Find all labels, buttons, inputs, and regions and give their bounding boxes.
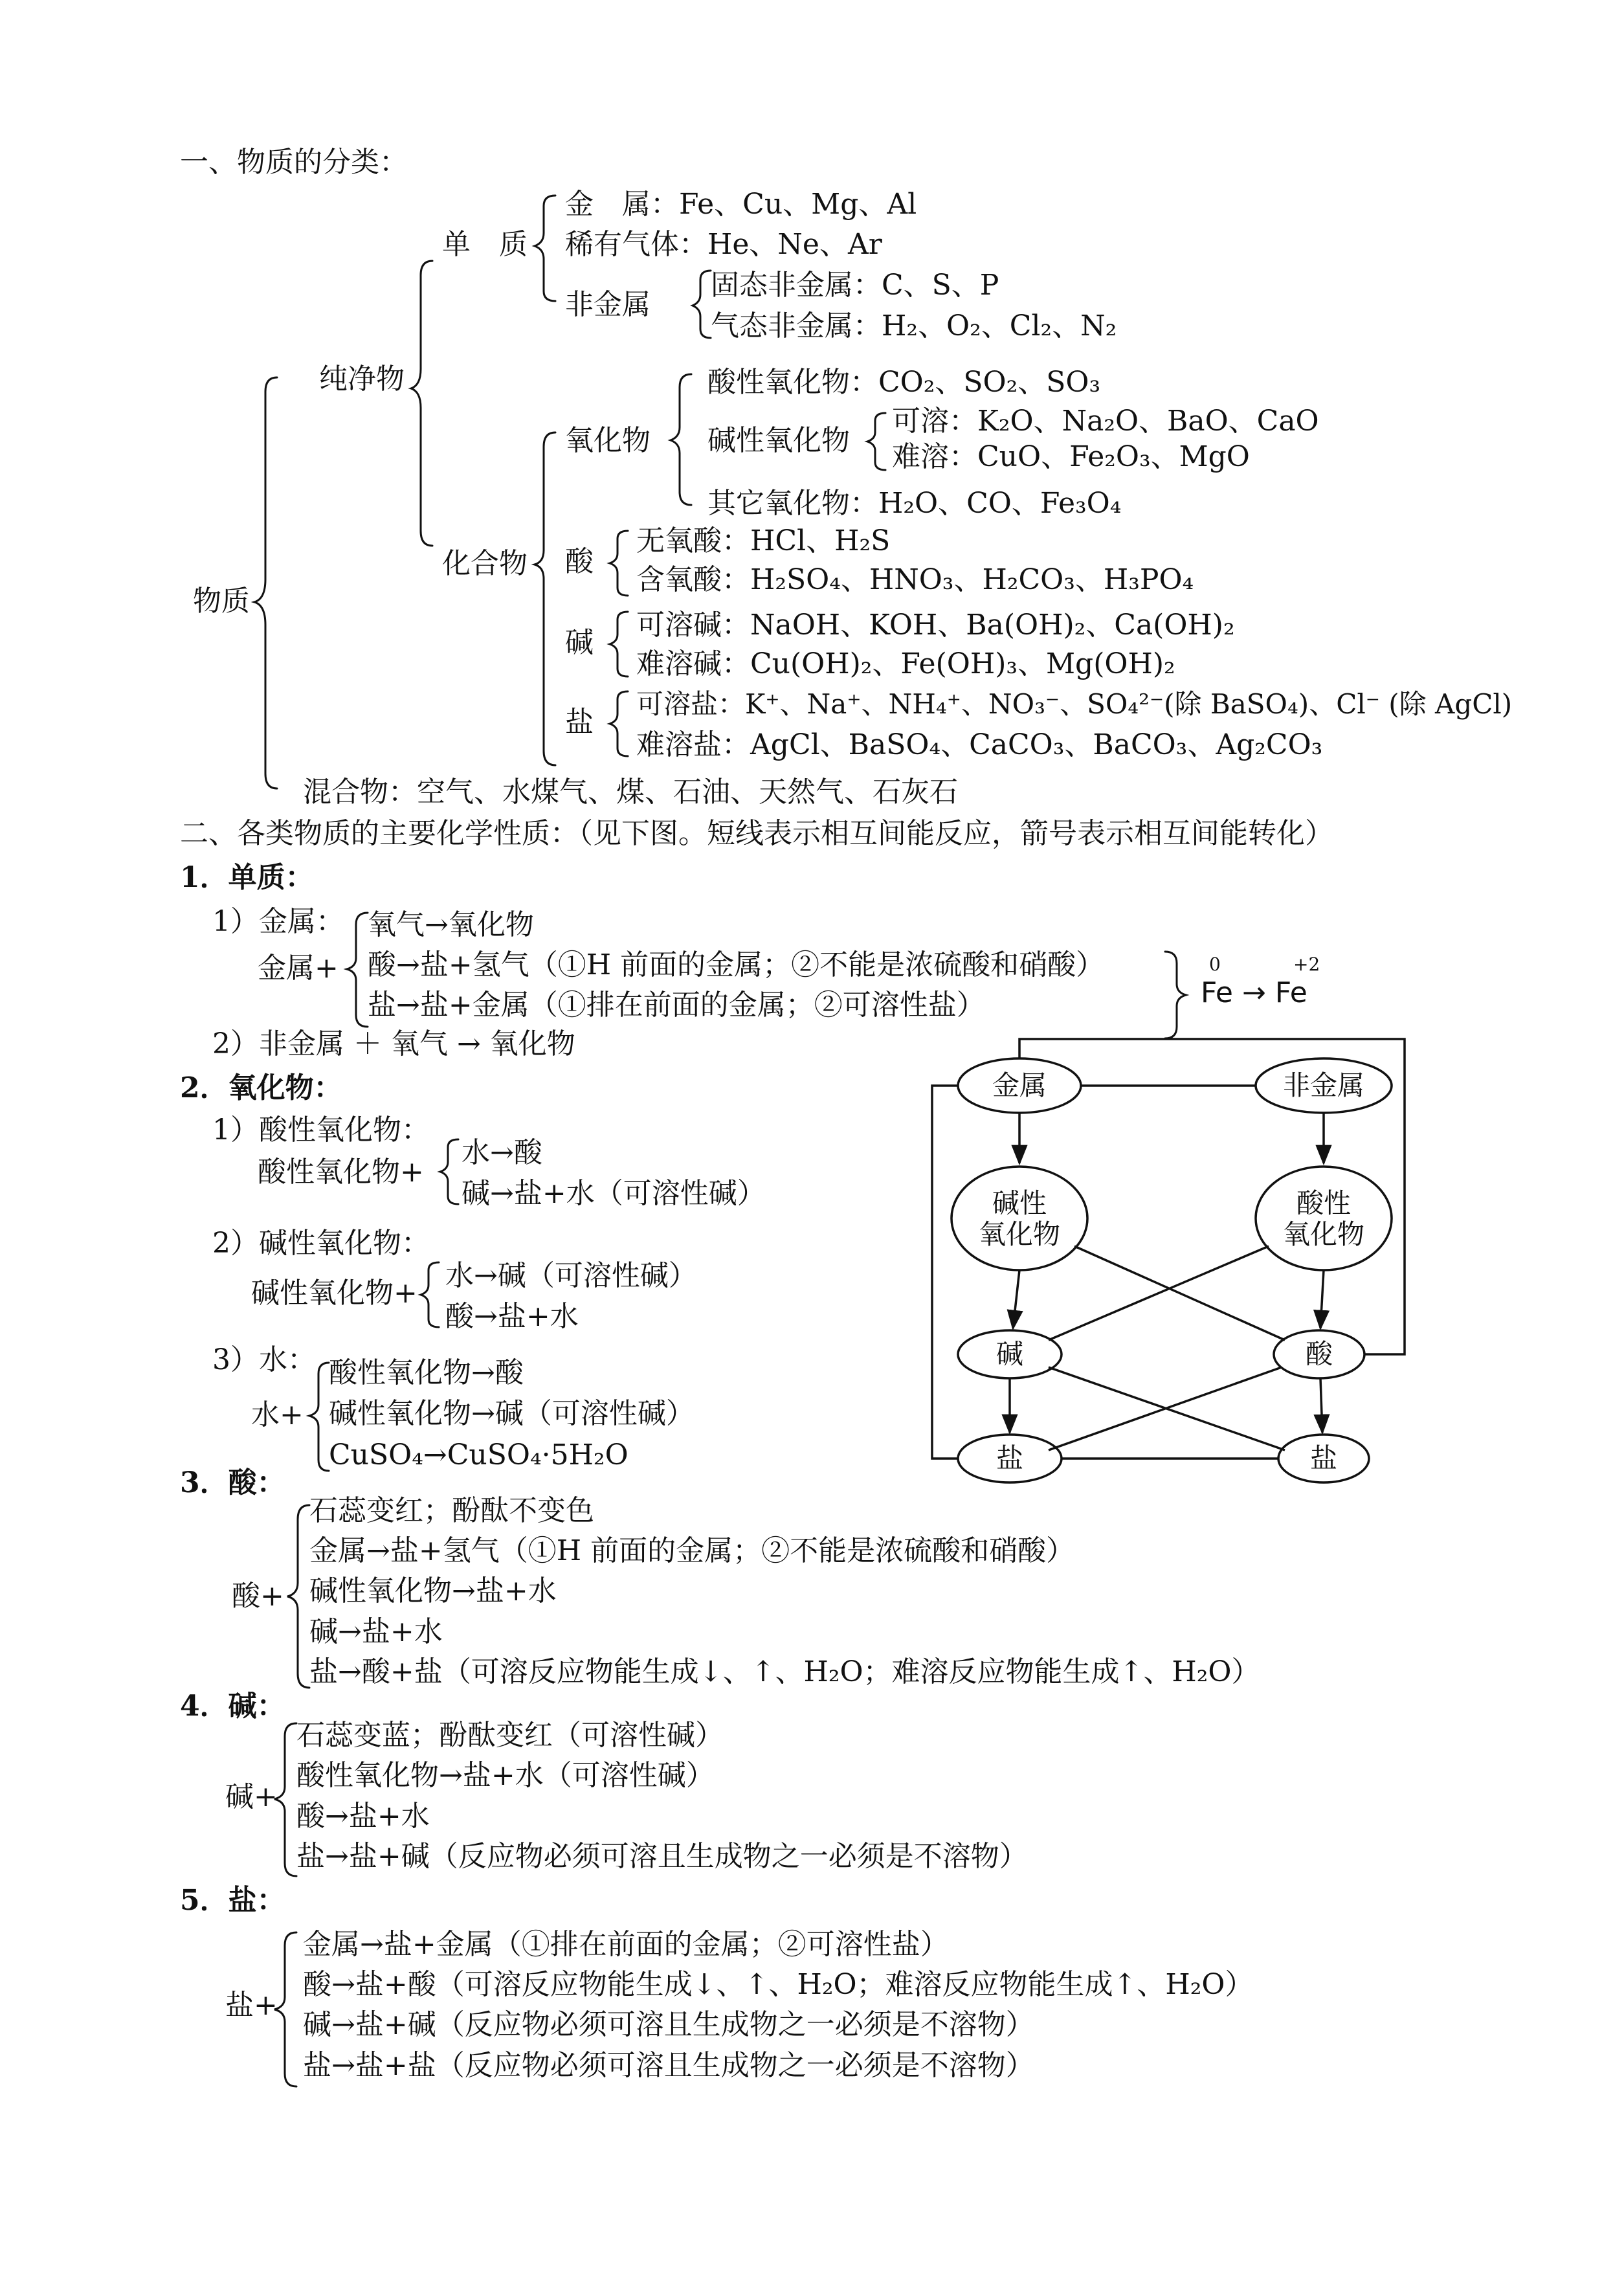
- metal-line: 金 属：Fe、Cu、Mg、Al: [565, 188, 917, 221]
- fe-oxidation-plus2: +2: [1293, 954, 1320, 975]
- node-base-label: 碱: [996, 1338, 1023, 1370]
- node-salt-right-label: 盐: [1309, 1442, 1337, 1474]
- acid-metal: 金属→盐+氢气（①H 前面的金属；②不能是浓硫酸和硝酸）: [309, 1534, 1075, 1567]
- acid-base: 碱→盐+水: [309, 1615, 443, 1648]
- acid-oxide-water: 水→酸: [462, 1136, 542, 1169]
- mixture-line: 混合物：空气、水煤气、煤、石油、天然气、石灰石: [303, 776, 958, 809]
- acid-oxide-plus: 酸性氧化物+: [258, 1156, 424, 1189]
- oxygen-free-acid-line: 无氧酸：HCl、H₂S: [636, 524, 891, 557]
- node-base-oxide-label-1: 碱性: [992, 1187, 1047, 1219]
- base-oxide-insoluble-line: 难溶：CuO、Fe₂O₃、MgO: [892, 440, 1250, 473]
- heading-salt: 5．盐：: [180, 1884, 285, 1917]
- base-label: 碱: [565, 626, 594, 659]
- base-oxide-soluble-line: 可溶：K₂O、Na₂O、BaO、CaO: [892, 405, 1319, 438]
- soluble-salt-line: 可溶盐：K⁺、Na⁺、NH₄⁺、NO₃⁻、SO₄²⁻(除 BaSO₄)、Cl⁻ (除 AgCl): [636, 688, 1513, 720]
- base-oxide-acid: 酸→盐+水: [445, 1300, 579, 1333]
- base-oxide-props-label: 2）碱性氧化物：: [212, 1227, 430, 1260]
- metal-reaction-acid: 酸→盐+氢气（①H 前面的金属；②不能是浓硫酸和硝酸）: [368, 948, 1105, 981]
- salt-base: 碱→盐+碱（反应物必须可溶且生成物之一必须是不溶物）: [303, 2008, 1034, 2041]
- node-metal-label: 金属: [992, 1069, 1047, 1101]
- heading-base: 4．碱：: [180, 1690, 285, 1723]
- acid-plus: 酸+: [232, 1580, 284, 1613]
- noble-gas-line: 稀有气体：He、Ne、Ar: [565, 228, 882, 261]
- base-salt: 盐→盐+碱（反应物必须可溶且生成物之一必须是不溶物）: [296, 1840, 1028, 1873]
- acid-oxide-props-label: 1）酸性氧化物：: [212, 1113, 430, 1146]
- fe-oxidation-zero: 0: [1209, 954, 1221, 975]
- simple-substance-label: 单 质: [442, 228, 528, 261]
- node-acid-oxide-label-2: 氧化物: [1282, 1218, 1364, 1250]
- water-base-oxide: 碱性氧化物→碱（可溶性碱）: [329, 1397, 695, 1430]
- fe-equation: Fe → Fe: [1201, 976, 1307, 1009]
- base-acid: 酸→盐+水: [296, 1800, 430, 1833]
- water-props-label: 3）水：: [212, 1343, 316, 1376]
- section1-title: 一、物质的分类：: [180, 146, 408, 179]
- node-base-oxide-label-2: 氧化物: [978, 1218, 1060, 1250]
- metal-plus: 金属+: [258, 952, 339, 985]
- salt-metal: 金属→盐+金属（①排在前面的金属；②可溶性盐）: [303, 1928, 949, 1961]
- salt-plus: 盐+: [225, 1989, 278, 2022]
- base-oxide-plus: 碱性氧化物+: [251, 1277, 417, 1310]
- matter-label: 物质: [193, 585, 250, 618]
- node-salt-left-label: 盐: [996, 1442, 1023, 1474]
- heading-simple: 1．单质：: [180, 861, 314, 894]
- nonmetal-label: 非金属: [565, 288, 651, 321]
- node-nonmetal-label: 非金属: [1282, 1069, 1364, 1101]
- salt-salt: 盐→盐+盐（反应物必须可溶且生成物之一必须是不溶物）: [303, 2049, 1034, 2082]
- pure-substance-label: 纯净物: [319, 363, 405, 396]
- metal-props-label: 1）金属：: [212, 905, 344, 938]
- soluble-base-line: 可溶碱：NaOH、KOH、Ba(OH)₂、Ca(OH)₂: [636, 609, 1235, 642]
- solid-nonmetal-line: 固态非金属：C、S、P: [711, 269, 999, 302]
- acid-oxide-line: 酸性氧化物：CO₂、SO₂、SO₃: [707, 366, 1101, 399]
- base-acid-oxide: 酸性氧化物→盐+水（可溶性碱）: [296, 1759, 715, 1792]
- node-acid-oxide-label-1: 酸性: [1296, 1187, 1351, 1219]
- gas-nonmetal-line: 气态非金属：H₂、O₂、Cl₂、N₂: [711, 309, 1117, 342]
- insoluble-salt-line: 难溶盐：AgCl、BaSO₄、CaCO₃、BaCO₃、Ag₂CO₃: [636, 728, 1323, 761]
- base-indicator: 石蕊变蓝；酚酞变红（可溶性碱）: [296, 1719, 724, 1752]
- acid-salt: 盐→酸+盐（可溶反应物能生成↓、↑、H₂O；难溶反应物能生成↑、H₂O）: [309, 1655, 1260, 1688]
- heading-acid: 3．酸：: [180, 1466, 285, 1499]
- water-plus: 水+: [251, 1398, 304, 1431]
- oxyacid-line: 含氧酸：H₂SO₄、HNO₃、H₂CO₃、H₃PO₄: [636, 563, 1194, 596]
- salt-label: 盐: [565, 706, 594, 739]
- other-oxide-line: 其它氧化物：H₂O、CO、Fe₃O₄: [707, 487, 1122, 520]
- base-oxide-label: 碱性氧化物: [707, 424, 850, 457]
- section2-title: 二、各类物质的主要化学性质：（见下图。短线表示相互间能反应，箭号表示相互间能转化）: [180, 817, 1333, 850]
- insoluble-base-line: 难溶碱：Cu(OH)₂、Fe(OH)₃、Mg(OH)₂: [636, 647, 1175, 680]
- compound-label: 化合物: [442, 547, 528, 580]
- nonmetal-oxygen-line: 2）非金属 ＋ 氧气 → 氧化物: [212, 1027, 575, 1060]
- node-acid-label: 酸: [1305, 1338, 1333, 1370]
- base-oxide-water: 水→碱（可溶性碱）: [445, 1259, 697, 1292]
- acid-base-oxide: 碱性氧化物→盐+水: [309, 1574, 557, 1607]
- heading-oxide: 2．氧化物：: [180, 1071, 342, 1104]
- acid-label: 酸: [565, 545, 594, 578]
- salt-acid: 酸→盐+酸（可溶反应物能生成↓、↑、H₂O；难溶反应物能生成↑、H₂O）: [303, 1968, 1254, 2001]
- water-acid-oxide: 酸性氧化物→酸: [329, 1356, 524, 1389]
- water-cuso4: CuSO₄→CuSO₄·5H₂O: [329, 1438, 628, 1471]
- acid-oxide-base: 碱→盐+水（可溶性碱）: [462, 1177, 766, 1210]
- metal-reaction-oxygen: 氧气→氧化物: [368, 908, 534, 941]
- acid-indicator: 石蕊变红；酚酞不变色: [309, 1494, 594, 1527]
- base-plus: 碱+: [225, 1780, 278, 1813]
- oxide-label: 氧化物: [565, 424, 651, 457]
- metal-reaction-salt: 盐→盐+金属（①排在前面的金属；②可溶性盐）: [368, 989, 985, 1022]
